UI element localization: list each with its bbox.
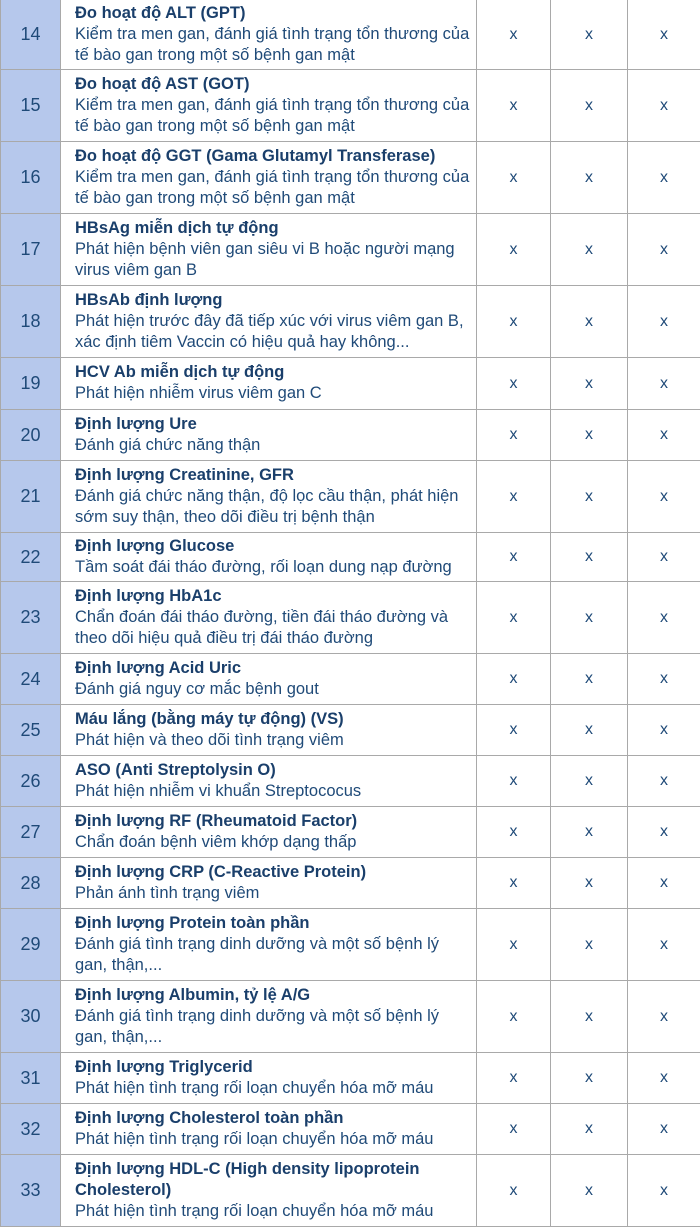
test-description-cell [61,1104,477,1155]
test-name: Định lượng Glucose [75,536,235,555]
row-number: 30 [1,981,61,1053]
test-name: HCV Ab miễn dịch tự động [75,363,285,381]
test-name: Định lượng Albumin, tỷ lệ A/G [75,985,311,1004]
table-row [1,214,700,286]
test-description-cell [61,807,477,858]
table-row [1,756,700,807]
package-1-mark: x [477,654,551,705]
package-2-mark: x [551,358,628,410]
package-1-mark: x [477,461,551,533]
package-2-mark: x [551,214,628,286]
package-2-mark: x [551,142,628,214]
table-row [1,858,700,909]
test-description-cell [61,142,477,214]
table-row [1,410,700,461]
row-number: 27 [1,807,61,858]
row-number: 23 [1,582,61,654]
test-description-cell [61,1155,477,1227]
row-number: 16 [1,142,61,214]
row-number: 28 [1,858,61,909]
row-number: 22 [1,533,61,582]
table-row [1,705,700,756]
test-purpose: Phản ánh tình trạng viêm [75,883,260,902]
row-number: 26 [1,756,61,807]
package-1-mark: x [477,756,551,807]
package-3-mark: x [628,410,700,461]
test-name: Định lượng Ure [75,414,197,433]
package-1-mark: x [477,807,551,858]
package-2-mark: x [551,981,628,1053]
test-description-cell [61,1053,477,1104]
package-2-mark: x [551,582,628,654]
test-description-cell [61,909,477,981]
package-3-mark: x [628,981,700,1053]
table-row [1,909,700,981]
row-number: 33 [1,1155,61,1227]
test-purpose: Kiểm tra men gan, đánh giá tình trạng tổn thương của tế bào gan trong một số bệnh gan mật [75,167,470,207]
test-description-cell [61,756,477,807]
package-3-mark: x [628,858,700,909]
test-purpose: Chẩn đoán bệnh viêm khớp dạng thấp [75,832,357,851]
test-purpose: Kiểm tra men gan, đánh giá tình trạng tổn thương của tế bào gan trong một số bệnh gan mật [75,95,470,135]
table-row [1,533,700,582]
row-number: 20 [1,410,61,461]
test-description-cell [61,410,477,461]
package-3-mark: x [628,654,700,705]
package-3-mark: x [628,286,700,358]
package-1-mark: x [477,214,551,286]
row-number: 18 [1,286,61,358]
test-description-cell [61,461,477,533]
package-2-mark: x [551,705,628,756]
table-row [1,981,700,1053]
package-3-mark: x [628,705,700,756]
test-name: Định lượng RF (Rheumatoid Factor) [75,811,358,830]
package-2-mark: x [551,654,628,705]
package-2-mark: x [551,0,628,70]
table-row [1,1053,700,1104]
test-purpose: Tầm soát đái tháo đường, rối loạn dung nạp đường [75,557,452,576]
row-number: 21 [1,461,61,533]
package-1-mark: x [477,1104,551,1155]
table-row [1,286,700,358]
test-purpose: Phát hiện bệnh viên gan siêu vi B hoặc người mạng virus viêm gan B [75,239,455,279]
table-row [1,358,700,410]
package-2-mark: x [551,1104,628,1155]
package-3-mark: x [628,582,700,654]
table-row [1,142,700,214]
test-description-cell [61,214,477,286]
package-1-mark: x [477,410,551,461]
table-row [1,1155,700,1227]
row-number: 25 [1,705,61,756]
test-purpose: Phát hiện trước đây đã tiếp xúc với virus viêm gan B, xác định tiêm Vaccin có hiệu quả hay không... [75,311,464,351]
package-1-mark: x [477,1155,551,1227]
test-purpose: Đánh giá tình trạng dinh dưỡng và một số bệnh lý gan, thận,... [75,1006,440,1046]
test-description-cell [61,70,477,142]
test-name: HBsAb định lượng [75,290,223,309]
package-1-mark: x [477,0,551,70]
package-3-mark: x [628,909,700,981]
package-3-mark: x [628,0,700,70]
test-description-cell [61,358,477,410]
test-purpose: Đánh giá chức năng thận [75,435,261,454]
package-3-mark: x [628,1053,700,1104]
package-2-mark: x [551,909,628,981]
test-purpose: Kiểm tra men gan, đánh giá tình trạng tổn thương của tế bào gan trong một số bệnh gan mật [75,24,470,64]
test-purpose: Phát hiện nhiễm virus viêm gan C [75,384,322,402]
package-3-mark: x [628,142,700,214]
test-name: Định lượng HbA1c [75,586,222,605]
package-1-mark: x [477,582,551,654]
test-name: HBsAg miễn dịch tự động [75,218,279,237]
package-3-mark: x [628,70,700,142]
test-purpose: Đánh giá chức năng thận, độ lọc cầu thận, phát hiện sớm suy thận, theo dõi điều trị bệnh thận [75,486,459,526]
package-3-mark: x [628,358,700,410]
test-purpose: Chẩn đoán đái tháo đường, tiền đái tháo đường và theo dõi hiệu quả điều trị đái tháo đường [75,607,449,647]
package-3-mark: x [628,807,700,858]
test-name: Đo hoạt độ AST (GOT) [75,74,250,93]
package-3-mark: x [628,461,700,533]
test-name: Đo hoạt độ ALT (GPT) [75,3,246,22]
package-2-mark: x [551,756,628,807]
test-description-cell [61,981,477,1053]
test-name: Định lượng Triglycerid [75,1057,253,1076]
package-2-mark: x [551,1053,628,1104]
test-description-cell [61,0,477,70]
test-name: ASO (Anti Streptolysin O) [75,760,276,779]
test-purpose: Phát hiện và theo dõi tình trạng viêm [75,730,344,749]
package-1-mark: x [477,858,551,909]
test-description-cell [61,533,477,582]
package-1-mark: x [477,533,551,582]
package-3-mark: x [628,1104,700,1155]
test-purpose: Phát hiện tình trạng rối loạn chuyển hóa mỡ máu [75,1129,434,1148]
test-purpose: Phát hiện tình trạng rối loạn chuyển hóa mỡ máu [75,1201,434,1220]
package-2-mark: x [551,286,628,358]
row-number: 14 [1,0,61,70]
package-1-mark: x [477,358,551,410]
test-description-cell [61,286,477,358]
table-row [1,807,700,858]
test-name: Đo hoạt độ GGT (Gama Glutamyl Transferase) [75,146,436,165]
test-name: Định lượng CRP (C-Reactive Protein) [75,862,367,881]
row-number: 17 [1,214,61,286]
test-description-cell [61,858,477,909]
package-2-mark: x [551,70,628,142]
test-purpose: Đánh giá tình trạng dinh dưỡng và một số bệnh lý gan, thận,... [75,934,440,974]
table-row [1,70,700,142]
package-3-mark: x [628,214,700,286]
table-row [1,1104,700,1155]
package-1-mark: x [477,705,551,756]
test-name: Định lượng Creatinine, GFR [75,465,294,484]
package-1-mark: x [477,286,551,358]
package-2-mark: x [551,410,628,461]
test-name: Định lượng Cholesterol toàn phần [75,1108,344,1127]
package-2-mark: x [551,533,628,582]
package-3-mark: x [628,533,700,582]
row-number: 24 [1,654,61,705]
test-name: Định lượng Acid Uric [75,658,242,677]
row-number: 32 [1,1104,61,1155]
package-2-mark: x [551,807,628,858]
package-1-mark: x [477,142,551,214]
package-3-mark: x [628,1155,700,1227]
test-description-cell [61,654,477,705]
row-number: 31 [1,1053,61,1104]
test-description-cell [61,705,477,756]
test-purpose: Đánh giá nguy cơ mắc bệnh gout [75,679,319,698]
row-number: 29 [1,909,61,981]
package-1-mark: x [477,70,551,142]
package-2-mark: x [551,461,628,533]
table-row [1,461,700,533]
test-name: Máu lắng (bằng máy tự động) (VS) [75,709,344,728]
table-row [1,0,700,70]
package-2-mark: x [551,858,628,909]
test-description-cell [61,582,477,654]
test-name: Định lượng Protein toàn phần [75,913,310,932]
package-1-mark: x [477,981,551,1053]
row-number: 15 [1,70,61,142]
test-purpose: Phát hiện nhiễm vi khuẩn Streptococus [75,781,362,800]
test-name: Định lượng HDL-C (High density lipoprotein Cholesterol) [75,1159,420,1199]
package-1-mark: x [477,1053,551,1104]
table-row [1,654,700,705]
row-number: 19 [1,358,61,410]
test-table-body [1,0,700,1227]
package-3-mark: x [628,756,700,807]
package-1-mark: x [477,909,551,981]
table-row [1,582,700,654]
package-2-mark: x [551,1155,628,1227]
test-purpose: Phát hiện tình trạng rối loạn chuyển hóa mỡ máu [75,1078,434,1097]
